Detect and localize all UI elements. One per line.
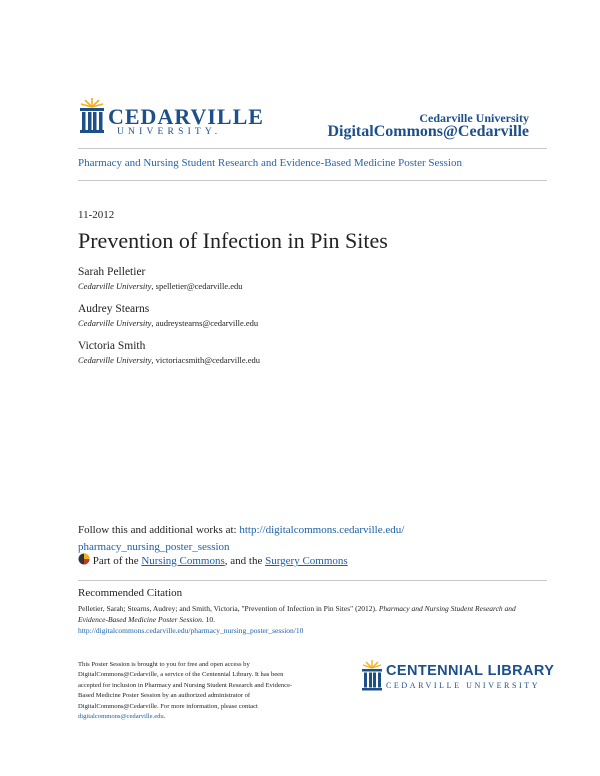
part-of-line: Part of the Nursing Commons, and the Surgery Commons: [78, 553, 348, 567]
author-affiliation: Cedarville University, spelletier@cedarville.edu: [78, 281, 243, 291]
library-pillars-icon: [361, 660, 383, 692]
library-name: CENTENNIAL LIBRARY: [386, 663, 555, 679]
commons-network-icon: [78, 553, 90, 565]
institution-name: Cedarville University: [419, 111, 529, 125]
author-name: Victoria Smith: [78, 340, 146, 352]
surgery-commons-link[interactable]: Surgery Commons: [265, 555, 348, 567]
citation-text: Pelletier, Sarah; Stearns, Audrey; and Smith, Victoria, "Prevention of Infection in Pin Sites" (2012). Pharmacy and Nursing Student Research and Evidence-Based Medicine Poster Session. 10. http://digitalcommons.cedarville.edu/pharmacy_nursing_poster_session/10: [78, 604, 516, 635]
author-block: [78, 303, 258, 328]
author-block: [78, 266, 243, 291]
divider-series: [78, 180, 547, 181]
logo-subtitle: UNIVERSITY.: [117, 127, 222, 137]
divider-top: [78, 148, 547, 149]
series-link[interactable]: Pharmacy and Nursing Student Research and Evidence-Based Medicine Poster Session: [78, 157, 462, 169]
collection-link[interactable]: http://digitalcommons.cedarville.edu/: [239, 524, 405, 536]
library-subtitle: CEDARVILLE UNIVERSITY: [386, 681, 541, 690]
publication-date: 11-2012: [78, 209, 115, 221]
author-block: [78, 340, 260, 365]
contact-email-link[interactable]: digitalcommons@cedarville.edu: [78, 713, 164, 721]
author-affiliation: Cedarville University, audreystearns@cedarville.edu: [78, 318, 259, 328]
author-name: Audrey Stearns: [78, 303, 150, 315]
collection-link-continued[interactable]: pharmacy_nursing_poster_session: [78, 541, 230, 553]
divider-citation: [78, 580, 547, 581]
follow-text: Follow this and additional works at: http://digitalcommons.cedarville.edu/ pharmacy_nursing_poster_session: [78, 524, 405, 553]
nursing-commons-link[interactable]: Nursing Commons: [141, 555, 225, 567]
cedar-pillars-icon: [78, 98, 106, 134]
logo-name: CEDARVILLE: [108, 104, 264, 129]
author-affiliation: Cedarville University, victoriacsmith@cedarville.edu: [78, 355, 261, 365]
page-title: Prevention of Infection in Pin Sites: [78, 228, 388, 253]
citation-url-link[interactable]: http://digitalcommons.cedarville.edu/pharmacy_nursing_poster_session/10: [78, 626, 304, 635]
author-name: Sarah Pelletier: [78, 266, 146, 278]
citation-heading: Recommended Citation: [78, 587, 183, 599]
repository-name[interactable]: DigitalCommons@Cedarville: [327, 123, 529, 140]
access-notice: This Poster Session is brought to you for free and open access by DigitalCommons@Cedarville, a service of the Centennial Library. It has been accepted for inclusion in Pharmacy and Nursing Student Research and Evidence-Based Medicine Poster Session by an authorized administrator of DigitalCommons@Cedarville. For more information, please contact digitalcommons@cedarville.edu.: [78, 661, 293, 721]
